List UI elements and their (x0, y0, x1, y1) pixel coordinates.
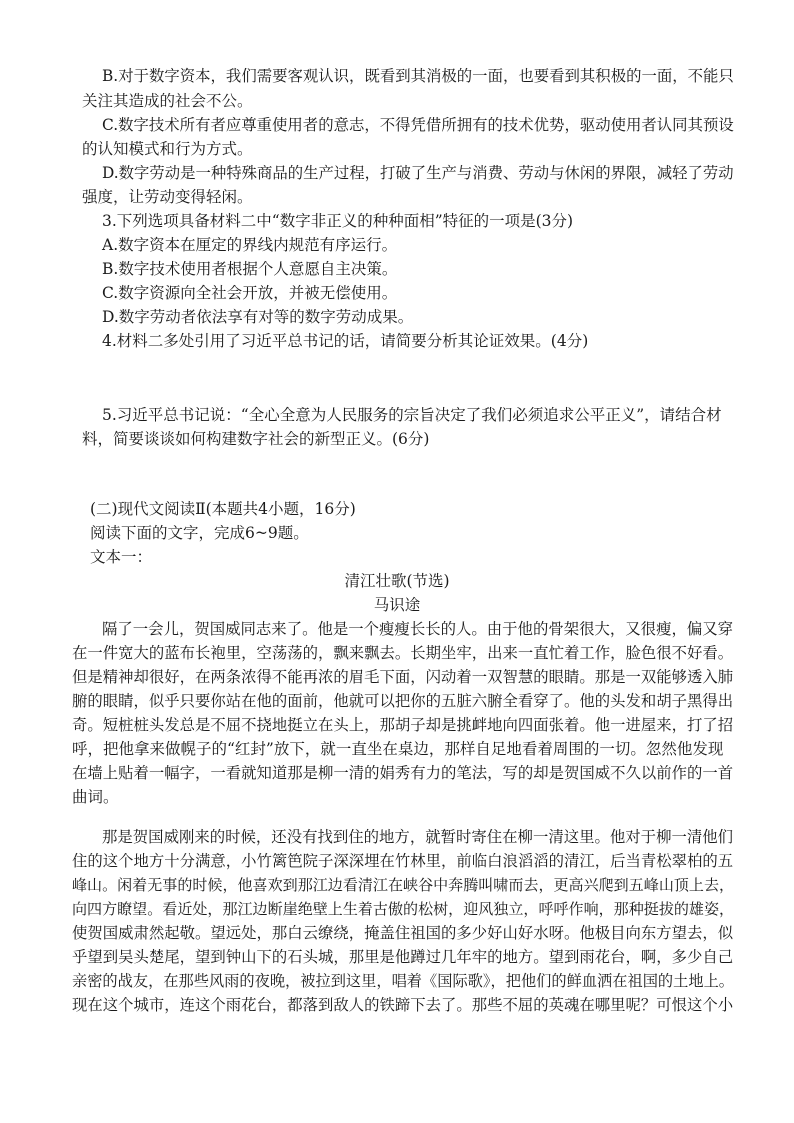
paragraph1-line: 呼，把他拿来做幌子的“红封”放下，就一直坐在桌边，那样自足地看着周围的一切。忽然他发现 (72, 740, 724, 758)
paragraph2-line: 亲密的战友，在那些风雨的夜晚，被拉到这里，唱着《国际歌》，把他们的鲜血洒在祖国的土地上。 (72, 972, 735, 990)
q2-option-b-line2: 关注其造成的社会不公。 (82, 92, 253, 110)
paragraph1-line: 曲词。 (72, 788, 119, 806)
paragraph2-line: 那是贺国威刚来的时候，还没有找到住的地方，就暂时寄住在柳一清这里。他对于柳一清他们 (102, 828, 734, 846)
paragraph2-line: 住的这个地方十分满意，小竹篱笆院子深深埋在竹林里，前临白浪滔滔的清江，后当青松翠柏的五 (72, 852, 734, 870)
section-instruction: 阅读下面的文字，完成6~9题。 (90, 524, 309, 542)
paragraph2-line: 峰山。闲着无事的时候，他喜欢到那江边看清江在峡谷中奔腾叫啸而去，更高兴爬到五峰山顶上去， (72, 876, 735, 894)
q4-stem: 4.材料二多处引用了习近平总书记的话，请简要分析其论证效果。(4分) (102, 332, 589, 350)
q3-option-c: C.数字资源向全社会开放，并被无偿使用。 (102, 284, 398, 302)
q2-option-b-line1: B.对于数字资本，我们需要客观认识，既看到其消极的一面，也要看到其积极的一面，不能只 (102, 67, 734, 85)
paragraph2-line: 向四方瞭望。看近处，那江边断崖绝壁上生着古傲的松树，迎风独立，呼呼作响，那种挺拔的雄姿， (72, 900, 735, 918)
q2-option-c-line2: 的认知模式和行为方式。 (82, 140, 253, 158)
paragraph1-line: 隔了一会儿，贺国威同志来了。他是一个瘦瘦长长的人。由于他的骨架很大，又很瘦，偏又穿 (102, 620, 734, 638)
paragraph2-line: 使贺国威肃然起敬。望远处，那白云缭绕，掩盖住祖国的多少好山好水呀。他极目向东方望去，似 (72, 924, 734, 942)
q2-option-d-line1: D.数字劳动是一种特殊商品的生产过程，打破了生产与消费、劳动与休闲的界限，减轻了劳动 (102, 164, 734, 182)
q5-line2: 料，简要谈谈如何构建数字社会的新型正义。(6分) (82, 430, 430, 448)
paragraph2-line: 乎望到吴头楚尾，望到钟山下的石头城，那里是他蹲过几年牢的地方。望到雨花台，啊，多少自己 (72, 948, 734, 966)
paragraph2-line: 现在这个城市，连这个雨花台，都落到敌人的铁蹄下去了。那些不屈的英魂在哪里呢？可恨这个小 (72, 996, 734, 1014)
q3-stem: 3.下列选项具备材料二中“数字非正义的种种面相”特征的一项是(3分) (102, 212, 574, 230)
q3-option-b: B.数字技术使用者根据个人意愿自主决策。 (102, 260, 398, 278)
section-heading: (二)现代文阅读Ⅱ(本题共4小题，16分) (90, 500, 356, 518)
paragraph1-line: 但是精神却很好，在两条浓得不能再浓的眉毛下面，闪动着一双智慧的眼睛。那是一双能够透入肺 (72, 668, 734, 686)
paragraph1-line: 在一件宽大的蓝布长袍里，空荡荡的，飘来飘去。长期坐牢，出来一直忙着工作，脸色很不好看。 (72, 644, 734, 662)
paragraph1-line: 奇。短桩桩头发总是不屈不挠地挺立在头上，那胡子却是挑衅地向四面张着。他一进屋来，打了招 (72, 716, 734, 734)
article-author: 马识途 (373, 596, 421, 614)
paragraph1-line: 腑的眼睛，似乎只要你站在他的面前，他就可以把你的五脏六腑全看穿了。他的头发和胡子黑得出 (72, 692, 734, 710)
q5-line1: 5.习近平总书记说：“全心全意为人民服务的宗旨决定了我们必须追求公平正义”，请结合材 (102, 406, 722, 424)
q3-option-a: A.数字资本在厘定的界线内规范有序运行。 (102, 236, 398, 254)
q3-option-d: D.数字劳动者依法享有对等的数字劳动成果。 (102, 308, 414, 326)
article-title: 清江壮歌(节选) (344, 572, 450, 590)
text-label: 文本一： (90, 548, 153, 566)
q2-option-c-line1: C.数字技术所有者应尊重使用者的意志，不得凭借所拥有的技术优势，驱动使用者认同其预设 (102, 116, 734, 134)
q2-option-d-line2: 强度，让劳动变得轻闲。 (82, 188, 253, 206)
paragraph1-line: 在墙上贴着一幅字，一看就知道那是柳一清的娟秀有力的笔法，写的却是贺国威不久以前作的一首 (72, 764, 734, 782)
